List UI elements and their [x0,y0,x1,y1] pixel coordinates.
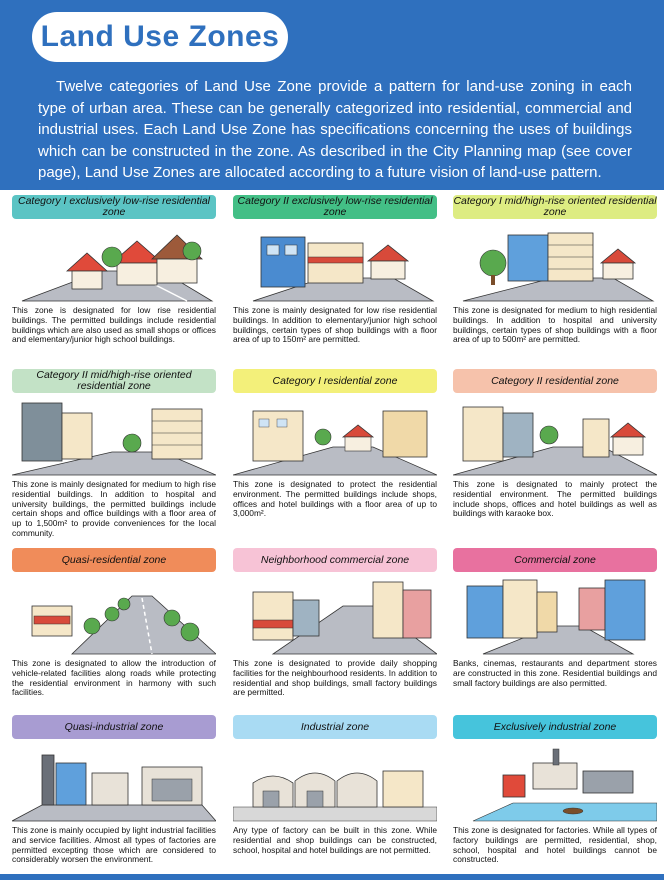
zone-illustration [12,223,216,303]
zone-label: Quasi-residential zone [12,548,216,572]
zone-card [453,715,657,865]
zone-card [453,548,657,688]
zone-card [12,715,216,865]
zone-label: Commercial zone [453,548,657,572]
page-title: Land Use Zones [40,20,280,53]
title-pill [32,12,288,62]
footer-bar [0,874,664,880]
zone-label: Exclusively industrial zone [453,715,657,739]
zone-illustration [233,397,437,477]
zone-illustration [12,743,216,823]
zone-card [12,195,216,345]
zone-description: This zone is designated to allow the introduction of vehicle-related facilities along roads while protecting the residential environment in harmony with such facilities. [12,658,216,698]
zone-description: This zone is mainly designated for medium to high rise residential buildings. In addition to hospital and university buildings, the permitted buildings include certain shops and office buildings with a floor area of up to 1,500m² to provide conveniences for the local community. [12,479,216,538]
zone-description: This zone is designated to provide daily shopping facilities for the neighbourhood residents. In addition to residential and shop buildings, small factory buildings are permitted. [233,658,437,698]
zone-illustration [453,576,657,656]
zone-description: This zone is mainly occupied by light industrial facilities and service facilities. Almost all types of factories are permitted excepting those which are considered to considerably worsen the environment. [12,825,216,865]
zone-description: Any type of factory can be built in this zone. While residential and shop buildings can be constructed, school, hospital and hotel buildings are not permitted. [233,825,437,855]
zone-label: Category I exclusively low-rise residential zone [12,195,216,219]
zone-description: This zone is designated for medium to high residential buildings. In addition to hospital and university buildings, certain types of shop buildings with a floor area of up to 500m² are permitted. [453,305,657,345]
zone-illustration [453,397,657,477]
zone-card [233,369,437,519]
zone-illustration [453,743,657,823]
zone-label: Quasi-industrial zone [12,715,216,739]
zone-description: This zone is designated to protect the residential environment. The permitted buildings include shops, offices and hotel buildings with a floor area of up to 3,000m². [233,479,437,519]
zone-label: Industrial zone [233,715,437,739]
zone-card [233,548,437,698]
zone-card [233,195,437,345]
zone-description: This zone is designated for low rise residential buildings. The permitted buildings include residential buildings which are also used as small shops or offices and elementary/junior high school buildings. [12,305,216,345]
zone-illustration [233,743,437,823]
zone-card [453,195,657,345]
zone-card [233,715,437,855]
zone-illustration [233,223,437,303]
zone-illustration [233,576,437,656]
zone-label: Neighborhood commercial zone [233,548,437,572]
zone-description: Banks, cinemas, restaurants and department stores are constructed in this zone. Residential buildings and small factory buildings are also permitted. [453,658,657,688]
zone-label: Category II mid/high-rise oriented residential zone [12,369,216,393]
zone-illustration [453,223,657,303]
zone-illustration [12,397,216,477]
zone-label: Category I mid/high-rise oriented residential zone [453,195,657,218]
zone-label: Category II residential zone [453,369,657,393]
zone-description: This zone is designated to mainly protect the residential environment. The permitted buildings include shops, offices and hotel buildings as well as buildings with karaoke box. [453,479,657,519]
zone-description: This zone is designated for factories. While all types of factory buildings are permitted, residential, shop, school, hospital and hotel buildings cannot be constructed. [453,825,657,865]
zone-label: Category II exclusively low-rise residential zone [233,195,437,219]
zone-label: Category I residential zone [233,369,437,393]
zone-card [12,548,216,698]
zone-card [12,369,216,539]
zone-illustration [12,576,216,656]
zone-description: This zone is mainly designated for low rise residential buildings. In addition to elementary/junior high school buildings, certain types of shop buildings with a floor area of up to 150m² are permitted. [233,305,437,345]
header-banner [0,0,664,190]
intro-paragraph: Twelve categories of Land Use Zone provide a pattern for land-use zoning in each type of urban area. These can be generally categorized into residential, commercial and industrial uses. Each Land Use Zone has specifications concerning the uses of buildings which can be constructed in the zone. As described in the City Planning map (see cover page), Land Use Zones are allocated according to a future vision of land-use pattern. [38,78,632,181]
zone-card [453,369,657,519]
